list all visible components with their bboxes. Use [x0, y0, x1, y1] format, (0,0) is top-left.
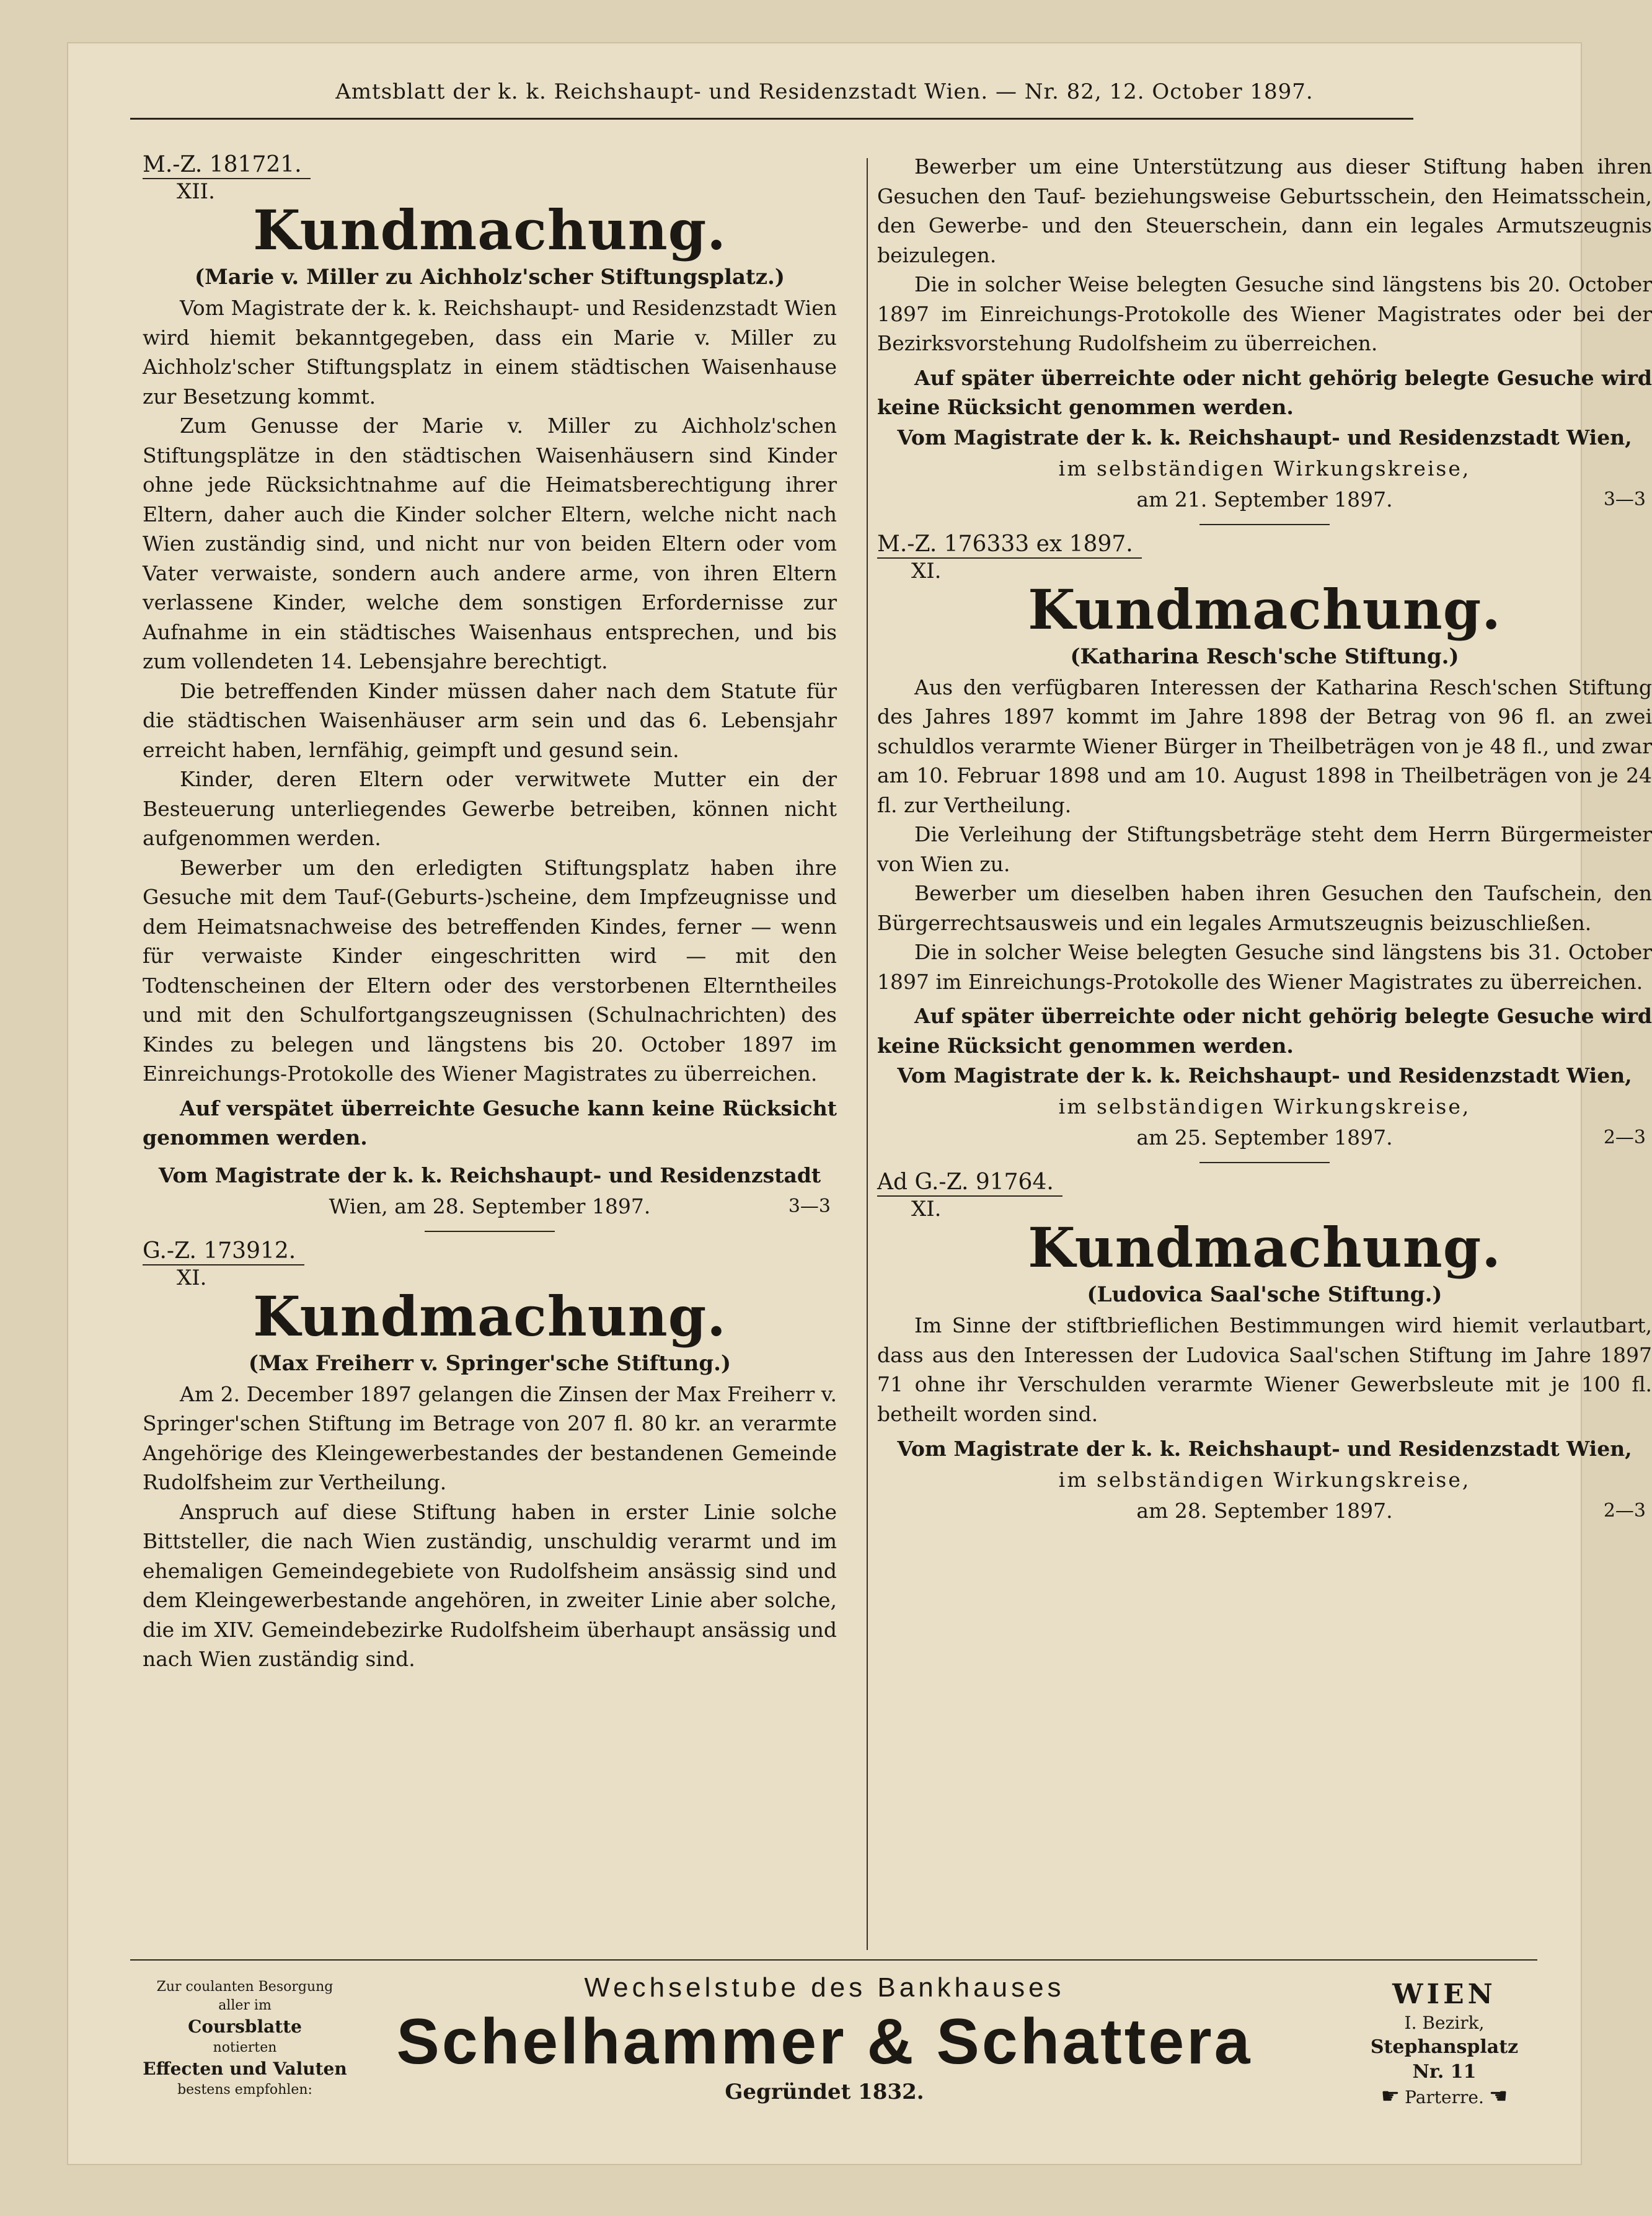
separator-rule: [1199, 1162, 1330, 1163]
date-text: am 21. September 1897.: [1136, 487, 1393, 512]
signature-sub: im selbständigen Wirkungskreise,: [1058, 456, 1471, 481]
notice-miller: [143, 152, 837, 1222]
signature: Vom Magistrate der k. k. Reichshaupt- und Residenzstadt: [158, 1163, 821, 1187]
dateline: [877, 1122, 1652, 1153]
paragraph: Anspruch auf diese Stiftung haben in erster Linie solche Bittsteller, die nach Wien zuständig, unschuldig verarmt und im ehemaligen Gemeindegebiete von Rudolfsheim ansässig sind und dem Kleingewerbestande angehören, in zweiter Linie aber solche, die im XIV. Gemeindebezirke Rudolfsheim überhaupt ansässig und nach Wien zuständig sind.: [143, 1499, 837, 1671]
notice-subtitle: (Marie v. Miller zu Aichholz'scher Stiftungsplatz.): [195, 265, 785, 290]
notice-resch: [877, 531, 1652, 1154]
right-column: [877, 152, 1652, 1527]
reference-number: G.-Z. 173912.: [143, 1238, 304, 1265]
city-name: WIEN: [1392, 1979, 1496, 2010]
paragraph: Vom Magistrate der k. k. Reichshaupt- und Residenzstadt Wien wird hiemit bekanntgegeben, dass ein Marie v. Miller zu Aichholz'scher Stiftungsplatz in einem städtischen Waisenhause zur Besetzung kommt.: [143, 296, 837, 409]
separator-rule: [425, 1231, 555, 1232]
paragraph: Bewerber um den erledigten Stiftungsplatz haben ihre Gesuche mit dem Tauf-(Geburts-)scheine, dem Impfzeugnisse und dem Heimatsnachweise des betreffenden Kindes, ferner — wenn für verwaiste Kinder eingeschritten wird — mit den Todtenscheinen der Eltern oder des verstorbenen Elterntheiles und mit den Schulfortgangszeugnissen (Schulnachrichten) des Kindes zu belegen und längstens bis 20. October 1897 im Einreichungs-Protokolle des Wiener Magistrates zu überreichen.: [143, 855, 837, 1086]
issue-fraction: 2—3: [1603, 1500, 1646, 1522]
ad-left-line: bestens empfohlen:: [177, 2082, 312, 2098]
notice-subtitle: (Max Freiherr v. Springer'sche Stiftung.): [248, 1350, 731, 1376]
date-text: am 25. September 1897.: [1136, 1125, 1393, 1150]
signature-sub: im selbständigen Wirkungskreise,: [1058, 1094, 1471, 1119]
paragraph: Die Verleihung der Stiftungsbeträge steht dem Herrn Bürgermeister von Wien zu.: [877, 822, 1652, 876]
signature-sub: im selbständigen Wirkungskreise,: [1058, 1468, 1471, 1492]
left-column: [143, 152, 837, 1674]
section-number: XI.: [911, 558, 942, 583]
emphasis-paragraph: Auf später überreichte oder nicht gehörig belegte Gesuche wird keine Rücksicht genommen werden.: [877, 365, 1652, 419]
reference-number: Ad G.-Z. 91764.: [877, 1169, 1062, 1197]
newspaper-page: [68, 43, 1652, 2164]
ad-left-line: Coursblatte: [188, 2016, 302, 2037]
dateline: [143, 1191, 837, 1222]
dateline: [877, 484, 1652, 515]
floor-text: Parterre.: [1405, 2087, 1484, 2107]
ad-rule: [130, 1959, 1537, 1961]
section-number: XI.: [911, 1197, 942, 1221]
column-divider: [867, 158, 868, 1950]
ad-left-line: aller im: [218, 1998, 272, 2013]
ad-left-block: [133, 1978, 356, 2099]
number-line: Nr. 11: [1412, 2061, 1477, 2083]
section-number: XI.: [177, 1265, 207, 1290]
exchange-label: Wechselstube des Bankhauses: [584, 1972, 1065, 2003]
notice-subtitle: (Ludovica Saal'sche Stiftung.): [1087, 1282, 1442, 1307]
issue-fraction: 2—3: [1603, 1127, 1646, 1148]
date-text: Wien, am 28. September 1897.: [329, 1194, 651, 1218]
notice-title: Kundmachung.: [1028, 577, 1501, 642]
notice-title: Kundmachung.: [1028, 1215, 1501, 1280]
notice-title: Kundmachung.: [253, 1283, 727, 1349]
ad-center-block: [360, 1970, 1289, 2106]
paragraph: Bewerber um eine Unterstützung aus dieser Stiftung haben ihren Gesuchen den Tauf- beziehungsweise Geburtsschein, den Heimatsschein, den Gewerbe- und den Steuerschein, dann ein legales Armutszeugnis beizulegen.: [877, 154, 1652, 267]
founded-line: Gegründet 1832.: [725, 2080, 924, 2104]
notice-subtitle: (Katharina Resch'sche Stiftung.): [1070, 644, 1459, 669]
signature: Vom Magistrate der k. k. Reichshaupt- und Residenzstadt Wien,: [897, 1063, 1632, 1088]
pointing-hand-right-icon: ☛: [1380, 2084, 1400, 2109]
dateline: [877, 1496, 1652, 1527]
notice-springer-continued: [877, 152, 1652, 515]
paragraph: Am 2. December 1897 gelangen die Zinsen der Max Freiherr v. Springer'schen Stiftung im Betrage von 207 fl. 80 kr. an verarmte Angehörige des Kleingewerbestandes der bestandenen Gemeinde Rudolfsheim zur Vertheilung.: [143, 1381, 837, 1494]
paragraph: Kinder, deren Eltern oder verwitwete Mutter ein der Besteuerung unterliegendes Gewerbe betreiben, können nicht aufgenommen werden.: [143, 767, 837, 850]
header-rule: [130, 118, 1413, 120]
ad-left-line: Zur coulanten Besorgung: [156, 1979, 333, 1995]
section-number: XII.: [177, 179, 215, 204]
reference-number: M.-Z. 181721.: [143, 152, 311, 179]
date-text: am 28. September 1897.: [1136, 1499, 1393, 1523]
paragraph: Die in solcher Weise belegten Gesuche sind längstens bis 20. October 1897 im Einreichungs-Protokolle des Wiener Magistrates oder bei der Bezirksvorstehung Rudolfsheim zu überreichen.: [877, 272, 1652, 355]
reference-number: M.-Z. 176333 ex 1897.: [877, 531, 1142, 559]
pointing-hand-left-icon: ☚: [1488, 2084, 1508, 2109]
ad-right-block: [1339, 1978, 1550, 2109]
notice-saal: [877, 1169, 1652, 1527]
paragraph: Die in solcher Weise belegten Gesuche sind längstens bis 31. October 1897 im Einreichungs-Protokolle des Wiener Magistrates zu überreichen.: [877, 940, 1652, 994]
firm-name: Schelhammer & Schattera: [396, 2006, 1253, 2078]
floor-line: [1339, 2085, 1550, 2109]
district-line: I. Bezirk,: [1404, 2013, 1485, 2033]
notice-springer: [143, 1238, 837, 1674]
bank-advertisement: [68, 1959, 1581, 2145]
issue-fraction: 3—3: [1603, 488, 1646, 510]
paragraph: Zum Genusse der Marie v. Miller zu Aichholz'schen Stiftungsplätze in den städtischen Waisenhäusern sind Kinder ohne jede Rücksichtnahme auf die Heimatsberechtigung ihrer Eltern, daher auch die Kinder solcher Eltern, welche nicht nach Wien zuständig sind, und nicht nur von beiden Eltern oder vom Vater verwaiste, sondern auch andere arme, von ihren Eltern verlassene Kinder, welche dem sonstigen Erfordernisse zur Aufnahme in ein städtisches Waisenhaus entsprechen, und bis zum vollendeten 14. Lebensjahre berechtigt.: [143, 414, 837, 673]
ad-left-line: Effecten und Valuten: [143, 2059, 347, 2079]
separator-rule: [1199, 524, 1330, 525]
issue-fraction: 3—3: [788, 1195, 831, 1217]
signature: Vom Magistrate der k. k. Reichshaupt- und Residenzstadt Wien,: [897, 1437, 1632, 1461]
paragraph: Aus den verfügbaren Interessen der Katharina Resch'schen Stiftung des Jahres 1897 kommt im Jahre 1898 der Betrag von 96 fl. an zwei schuldlos verarmte Wiener Bürger in Theilbeträgen von je 48 fl., und zwar am 10. Februar 1898 und am 10. August 1898 in Theilbeträgen von je 24 fl. zur Vertheilung.: [877, 675, 1652, 817]
ad-left-line: notierten: [213, 2040, 277, 2055]
page-header: Amtsblatt der k. k. Reichshaupt- und Residenzstadt Wien. — Nr. 82, 12. October 1897.: [335, 79, 1314, 104]
paragraph: Im Sinne der stiftbrieflichen Bestimmungen wird hiemit verlautbart, dass aus den Interessen der Ludovica Saal'schen Stiftung im Jahre 1897 71 ohne ihr Verschulden verarmte Wiener Gewerbsleute mit je 100 fl. betheilt worden sind.: [877, 1313, 1652, 1426]
notice-title: Kundmachung.: [253, 198, 727, 262]
paragraph: Bewerber um dieselben haben ihren Gesuchen den Taufschein, den Bürgerrechtsausweis und ein legales Armutszeugnis beizuschließen.: [877, 881, 1652, 935]
paragraph: Die betreffenden Kinder müssen daher nach dem Statute für die städtischen Waisenhäuser arm sein und das 6. Lebensjahr erreicht haben, lernfähig, geimpft und gesund sein.: [143, 678, 837, 762]
square-line: Stephansplatz: [1370, 2036, 1519, 2058]
signature: Vom Magistrate der k. k. Reichshaupt- und Residenzstadt Wien,: [897, 425, 1632, 450]
emphasis-paragraph: Auf später überreichte oder nicht gehörig belegte Gesuche wird keine Rücksicht genommen werden.: [877, 1004, 1652, 1058]
emphasis-paragraph: Auf verspätet überreichte Gesuche kann keine Rücksicht genommen werden.: [143, 1096, 837, 1150]
